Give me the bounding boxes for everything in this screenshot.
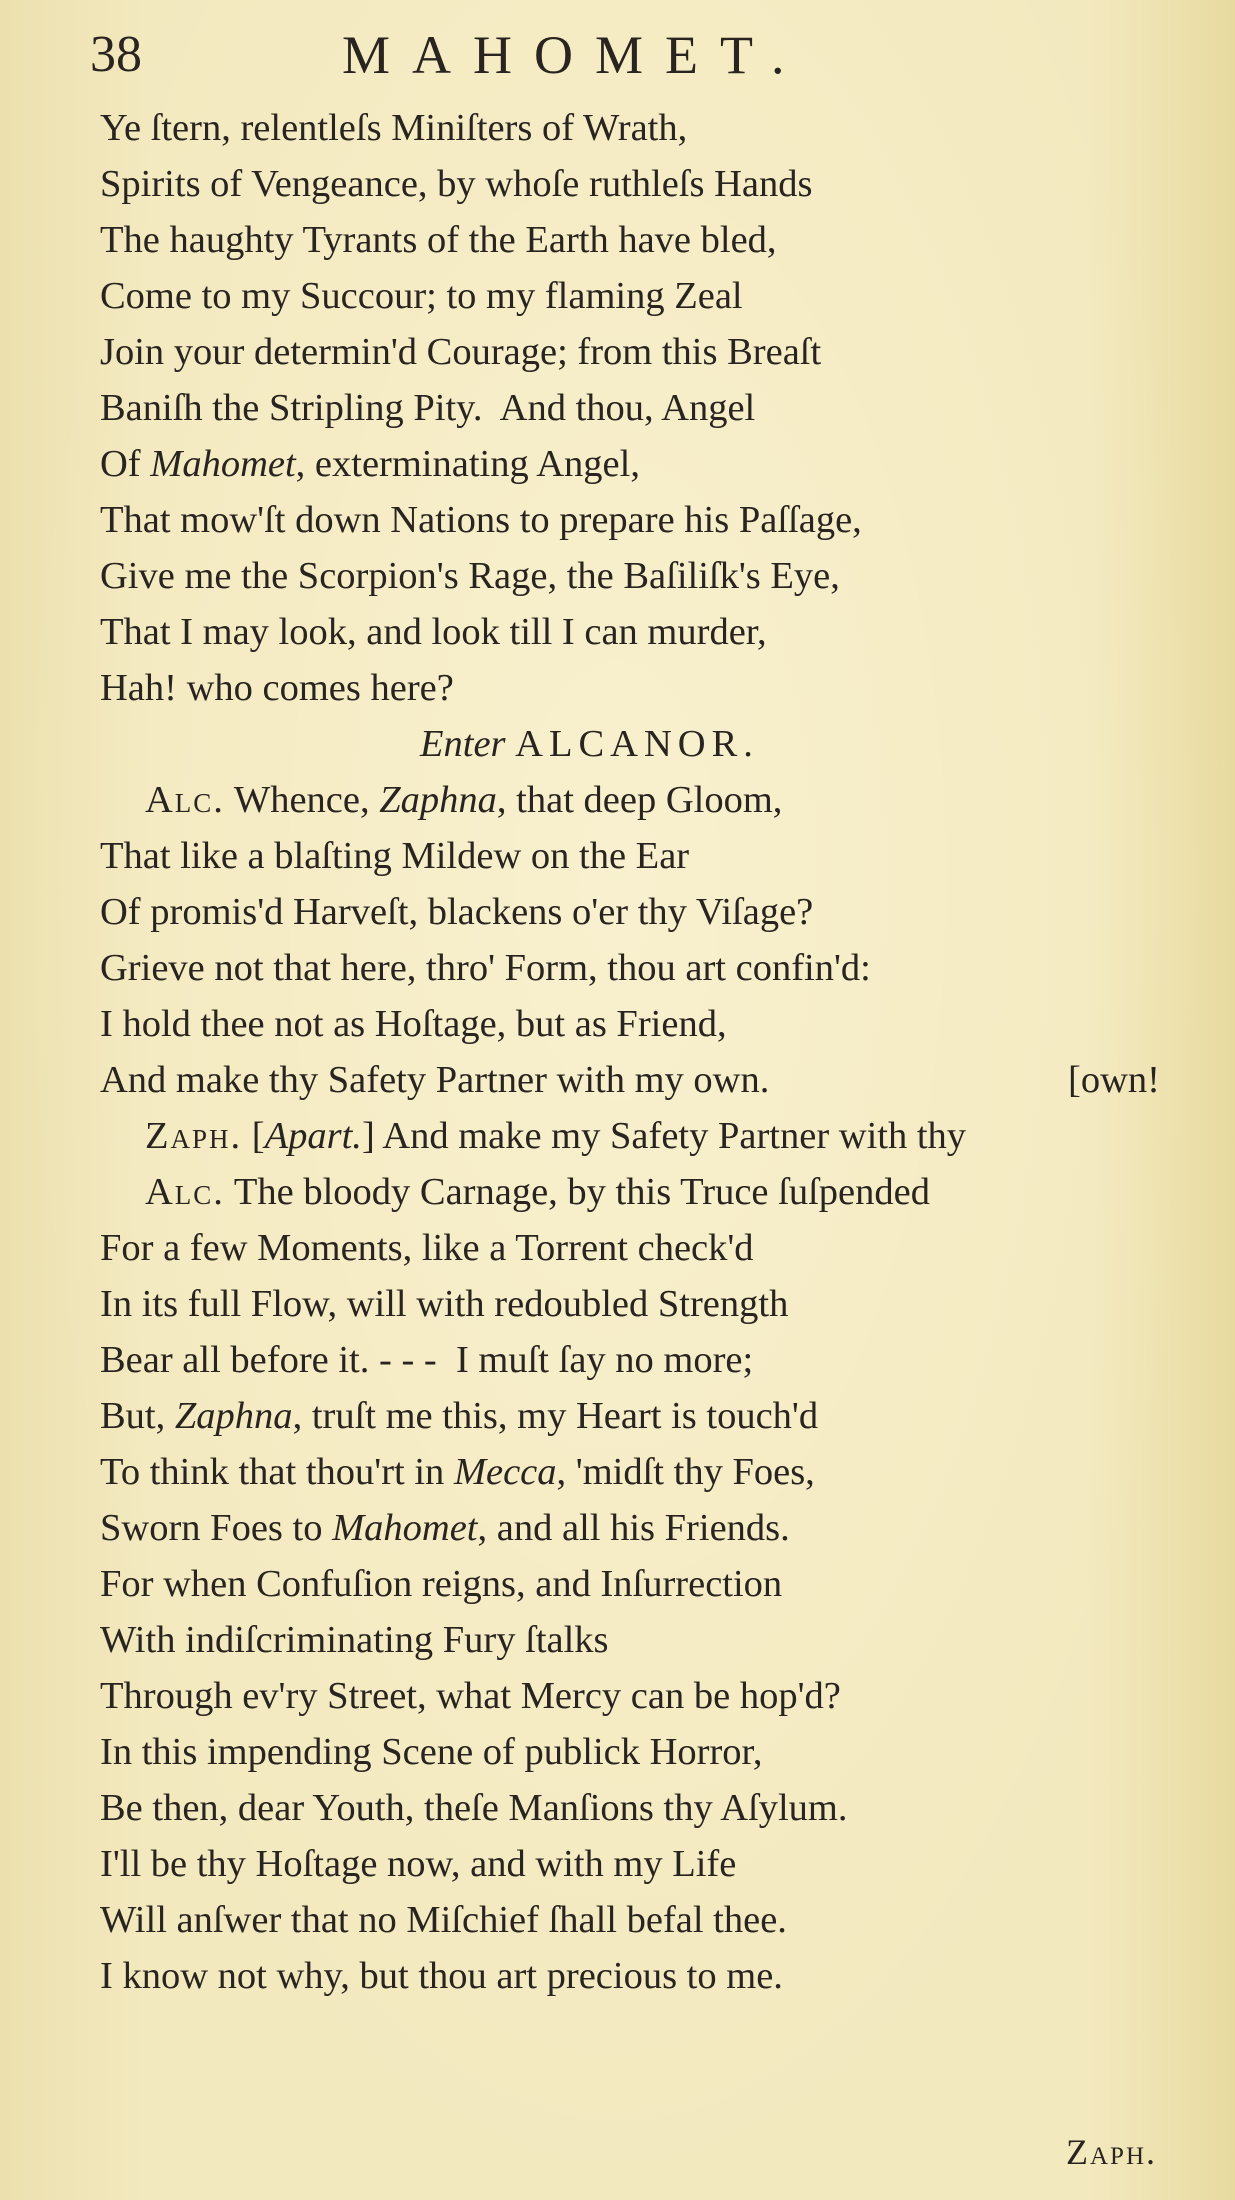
verse-line: [0, 996, 1235, 1052]
speaker-name: Zaph.: [145, 1115, 243, 1157]
line-text: Baniſh the Stripling Pity. And thou, Angel: [100, 387, 756, 429]
line-text: Grieve not that here, thro' Form, thou art confin'd:: [100, 947, 871, 989]
line-text: The haughty Tyrants of the Earth have bled,: [100, 219, 777, 261]
verse-line: [0, 1444, 1235, 1500]
speaker-name: Alc.: [145, 779, 225, 821]
line-text: [: [242, 1115, 265, 1157]
italic-text: Mecca: [453, 1451, 557, 1493]
verse-line: [0, 548, 1235, 604]
verse-line: [0, 1948, 1235, 2004]
line-text: For when Confuſion reigns, and Inſurrection: [100, 1563, 783, 1605]
verse-line: [0, 1500, 1235, 1556]
verse-line: [0, 436, 1235, 492]
line-text: And make thy Safety Partner with my own.: [100, 1059, 770, 1101]
verse-line: [0, 1892, 1235, 1948]
line-text: In its full Flow, will with redoubled Strength: [100, 1283, 789, 1325]
stage-direction: [0, 716, 1235, 772]
line-text: I know not why, but thou art precious to me.: [100, 1955, 783, 1997]
line-text: That I may look, and look till I can murder,: [100, 611, 767, 653]
line-text: Bear all before it. - - - I muſt ſay no more;: [100, 1339, 754, 1381]
stage-direction-verb: Enter: [420, 723, 506, 765]
line-text: Will anſwer that no Miſchief ſhall befal thee.: [100, 1899, 787, 1941]
verse-line: [0, 492, 1235, 548]
line-text: , and all his Friends.: [477, 1507, 790, 1549]
line-text: , truſt me this, my Heart is touch'd: [292, 1395, 819, 1437]
line-text: Join your determin'd Courage; from this Breaſt: [100, 331, 822, 373]
line-text: Through ev'ry Street, what Mercy can be hop'd?: [100, 1675, 841, 1717]
verse-line: [0, 268, 1235, 324]
italic-text: Zaphna: [379, 779, 497, 821]
verse-line: [0, 1556, 1235, 1612]
line-text: Be then, dear Youth, theſe Manſions thy Aſylum.: [100, 1787, 848, 1829]
play-text: [0, 100, 1235, 2004]
italic-text: Apart.: [264, 1115, 362, 1157]
line-text: That like a blaſting Mildew on the Ear: [100, 835, 690, 877]
line-text: Of: [100, 443, 151, 485]
verse-line: [0, 1836, 1235, 1892]
line-text: ] And make my Safety Partner with thy: [361, 1115, 967, 1157]
line-text: I hold thee not as Hoſtage, but as Friend,: [100, 1003, 727, 1045]
italic-text: Mahomet: [150, 443, 296, 485]
italic-text: Mahomet: [332, 1507, 478, 1549]
page-header: [90, 20, 1100, 90]
verse-line: [0, 884, 1235, 940]
line-text: Hah! who comes here?: [100, 667, 454, 709]
verse-line: [0, 380, 1235, 436]
speaker-name: Alc.: [145, 1171, 225, 1213]
line-text: In this impending Scene of publick Horror,: [100, 1731, 763, 1773]
verse-line: [0, 1780, 1235, 1836]
character-name: ALCANOR.: [515, 723, 759, 765]
verse-line: [0, 772, 1235, 828]
line-text: Sworn Foes to: [100, 1507, 333, 1549]
page-number: 38: [90, 26, 142, 83]
turnover-text: [own!: [1068, 1059, 1160, 1101]
line-text: Whence,: [224, 779, 380, 821]
verse-line: [0, 1052, 1235, 1108]
line-text: Ye ſtern, relentleſs Miniſters of Wrath,: [100, 107, 688, 149]
verse-line: [0, 1612, 1235, 1668]
line-text: , exterminating Angel,: [295, 443, 640, 485]
line-text: , that deep Gloom,: [496, 779, 783, 821]
line-text: For a few Moments, like a Torrent check'd: [100, 1227, 754, 1269]
line-text: Give me the Scorpion's Rage, the Baſiliſk's Eye,: [100, 555, 840, 597]
line-text: Spirits of Vengeance, by whoſe ruthleſs Hands: [100, 163, 813, 205]
verse-line: [0, 324, 1235, 380]
line-text: , 'midſt thy Foes,: [556, 1451, 815, 1493]
verse-line: [0, 940, 1235, 996]
line-text: Come to my Succour; to my flaming Zeal: [100, 275, 743, 317]
verse-line: [0, 604, 1235, 660]
verse-line: [0, 1164, 1235, 1220]
line-text: That mow'ſt down Nations to prepare his Paſſage,: [100, 499, 862, 541]
verse-line: [0, 1668, 1235, 1724]
verse-line: [0, 1108, 1235, 1164]
line-text: I'll be thy Hoſtage now, and with my Life: [100, 1843, 737, 1885]
verse-line: [0, 1332, 1235, 1388]
italic-text: Zaphna: [174, 1395, 293, 1437]
catchword: Zaph.: [1066, 2132, 1158, 2172]
stage-direction-text: [420, 716, 759, 772]
line-text: But,: [100, 1395, 175, 1437]
verse-line: [0, 100, 1235, 156]
verse-line: [0, 156, 1235, 212]
verse-line: [0, 1276, 1235, 1332]
running-head: MAHOMET.: [342, 25, 807, 85]
verse-line: [0, 1388, 1235, 1444]
verse-line: [0, 828, 1235, 884]
line-text: The bloody Carnage, by this Truce ſuſpended: [224, 1171, 930, 1213]
line-text: With indiſcriminating Fury ſtalks: [100, 1619, 609, 1661]
verse-line: [0, 1724, 1235, 1780]
line-text: Of promis'd Harveſt, blackens o'er thy Viſage?: [100, 891, 814, 933]
verse-line: [0, 1220, 1235, 1276]
verse-line: [0, 660, 1235, 716]
line-text: To think that thou'rt in: [100, 1451, 454, 1493]
verse-line: [0, 212, 1235, 268]
